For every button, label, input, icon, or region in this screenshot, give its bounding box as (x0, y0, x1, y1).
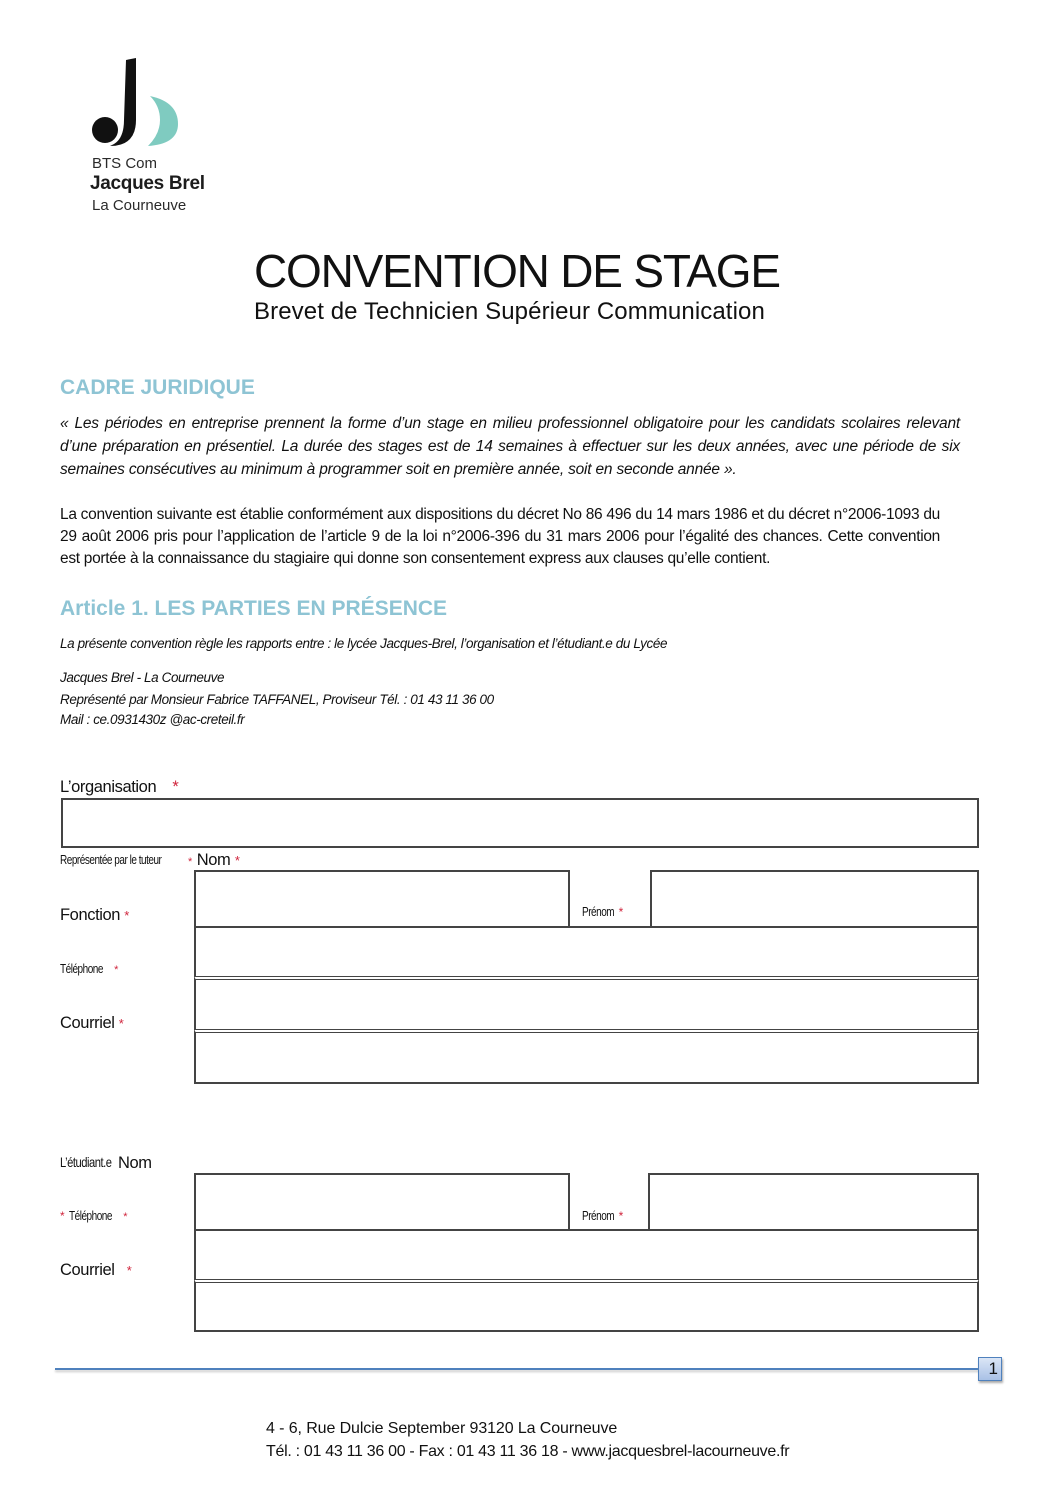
footer-address: 4 - 6, Rue Dulcie September 93120 La Courneuve (266, 1420, 618, 1437)
required-marker: * (172, 778, 179, 796)
article-represented: Représenté par Monsieur Fabrice TAFFANEL, Proviseur Tél. : 01 43 11 36 00 (60, 692, 494, 707)
required-marker: * (126, 1263, 132, 1278)
tutor-prenom-label: Prénom (582, 905, 615, 919)
student-telephone-label-row (60, 1207, 128, 1225)
section-heading-cadre: CADRE JURIDIQUE (60, 376, 255, 399)
student-telephone-input[interactable] (194, 1229, 979, 1281)
fonction-label-row (60, 906, 129, 925)
student-nom-label: Nom (118, 1154, 152, 1172)
page-number: 1 (978, 1357, 1002, 1381)
required-marker: * (618, 1209, 624, 1223)
student-label: L’étudiant.e (60, 1154, 112, 1170)
article-intro: La présente convention règle les rapports entre : le lycée Jacques-Brel, l’organisation et l’étudiant.e du Lycée (60, 636, 668, 651)
tutor-telephone-label: Téléphone (60, 962, 103, 976)
student-prenom-label: Prénom (582, 1209, 615, 1223)
tutor-courriel-label: Courriel (60, 1014, 115, 1032)
cadre-quote: « Les périodes en entreprise prennent la forme d’un stage en milieu professionnel obligatoire pour les candidats scolaires relevant d’une préparation en présentiel. La durée des stages est de 14 semaines à effectuer sur les deux années, avec une période de six semaines consécutives au minimum à programmer soit en première année, soit en seconde année ». (60, 415, 960, 478)
required-marker: * (114, 964, 119, 976)
student-courriel-label: Courriel (60, 1261, 115, 1279)
logo-line-2: Jacques Brel (90, 173, 205, 194)
article-school: Jacques Brel - La Courneuve (60, 670, 225, 685)
logo-dot (92, 117, 118, 143)
section-heading-article-1: Article 1. LES PARTIES EN PRÉSENCE (60, 597, 448, 620)
required-marker: * (60, 1209, 65, 1223)
organisation-input[interactable] (61, 798, 979, 848)
required-marker: * (234, 853, 240, 868)
required-marker: * (188, 856, 193, 868)
tutor-fonction-input[interactable] (194, 926, 979, 978)
student-courriel-input[interactable] (194, 1279, 979, 1332)
organisation-label: L’organisation * (60, 778, 179, 796)
student-prenom-label-row (582, 1207, 623, 1225)
cadre-paragraph: La convention suivante est établie conformément aux dispositions du décret No 86 496 du 14 mars 1986 et du décret n°2006-1093 du 29 août 2006 pris pour l’application de l’article 9 de la loi n°2006-396 du 31 mars 2006 pour l’égalité des chances. Cette convention est portée à la connaissance du stagiaire qui donne son consentement express aux clauses qu’elle contient. (60, 506, 940, 567)
student-nom-input[interactable] (194, 1173, 570, 1231)
required-marker: * (118, 1016, 124, 1031)
student-label-row (60, 1154, 124, 1172)
logo-accent-arc (148, 96, 178, 146)
required-marker: * (618, 905, 624, 919)
telephone-label-row (60, 960, 118, 978)
required-marker: * (123, 1211, 128, 1223)
student-prenom-input[interactable] (648, 1173, 979, 1231)
nom-label-row (188, 851, 240, 870)
tutor-telephone-input[interactable] (194, 976, 979, 1031)
tutor-label-row (60, 851, 187, 869)
courriel-label-row (60, 1014, 123, 1033)
document-subtitle: Brevet de Technicien Supérieur Communication (254, 298, 765, 325)
logo-line-1: BTS Com (92, 155, 158, 172)
tutor-nom-input[interactable] (194, 870, 570, 928)
document-title: CONVENTION DE STAGE (254, 245, 780, 297)
article-mail: Mail : ce.0931430z @ac-creteil.fr (60, 712, 245, 727)
tutor-nom-label: Nom (196, 851, 231, 869)
tutor-prenom-input[interactable] (650, 870, 979, 928)
footer-rule (55, 1368, 980, 1370)
tutor-courriel-input[interactable] (194, 1029, 979, 1084)
footer-contact: Tél. : 01 43 11 36 00 - Fax : 01 43 11 36 18 - www.jacquesbrel-lacourneuve.fr (266, 1443, 790, 1460)
logo-line-3: La Courneuve (92, 197, 187, 214)
required-marker: * (124, 908, 129, 923)
student-telephone-label: Téléphone (69, 1209, 113, 1223)
prenom-label-row (582, 903, 623, 921)
fonction-label: Fonction (60, 906, 121, 924)
tutor-label: Représentée par le tuteur (60, 853, 162, 867)
student-courriel-label-row (60, 1261, 131, 1280)
